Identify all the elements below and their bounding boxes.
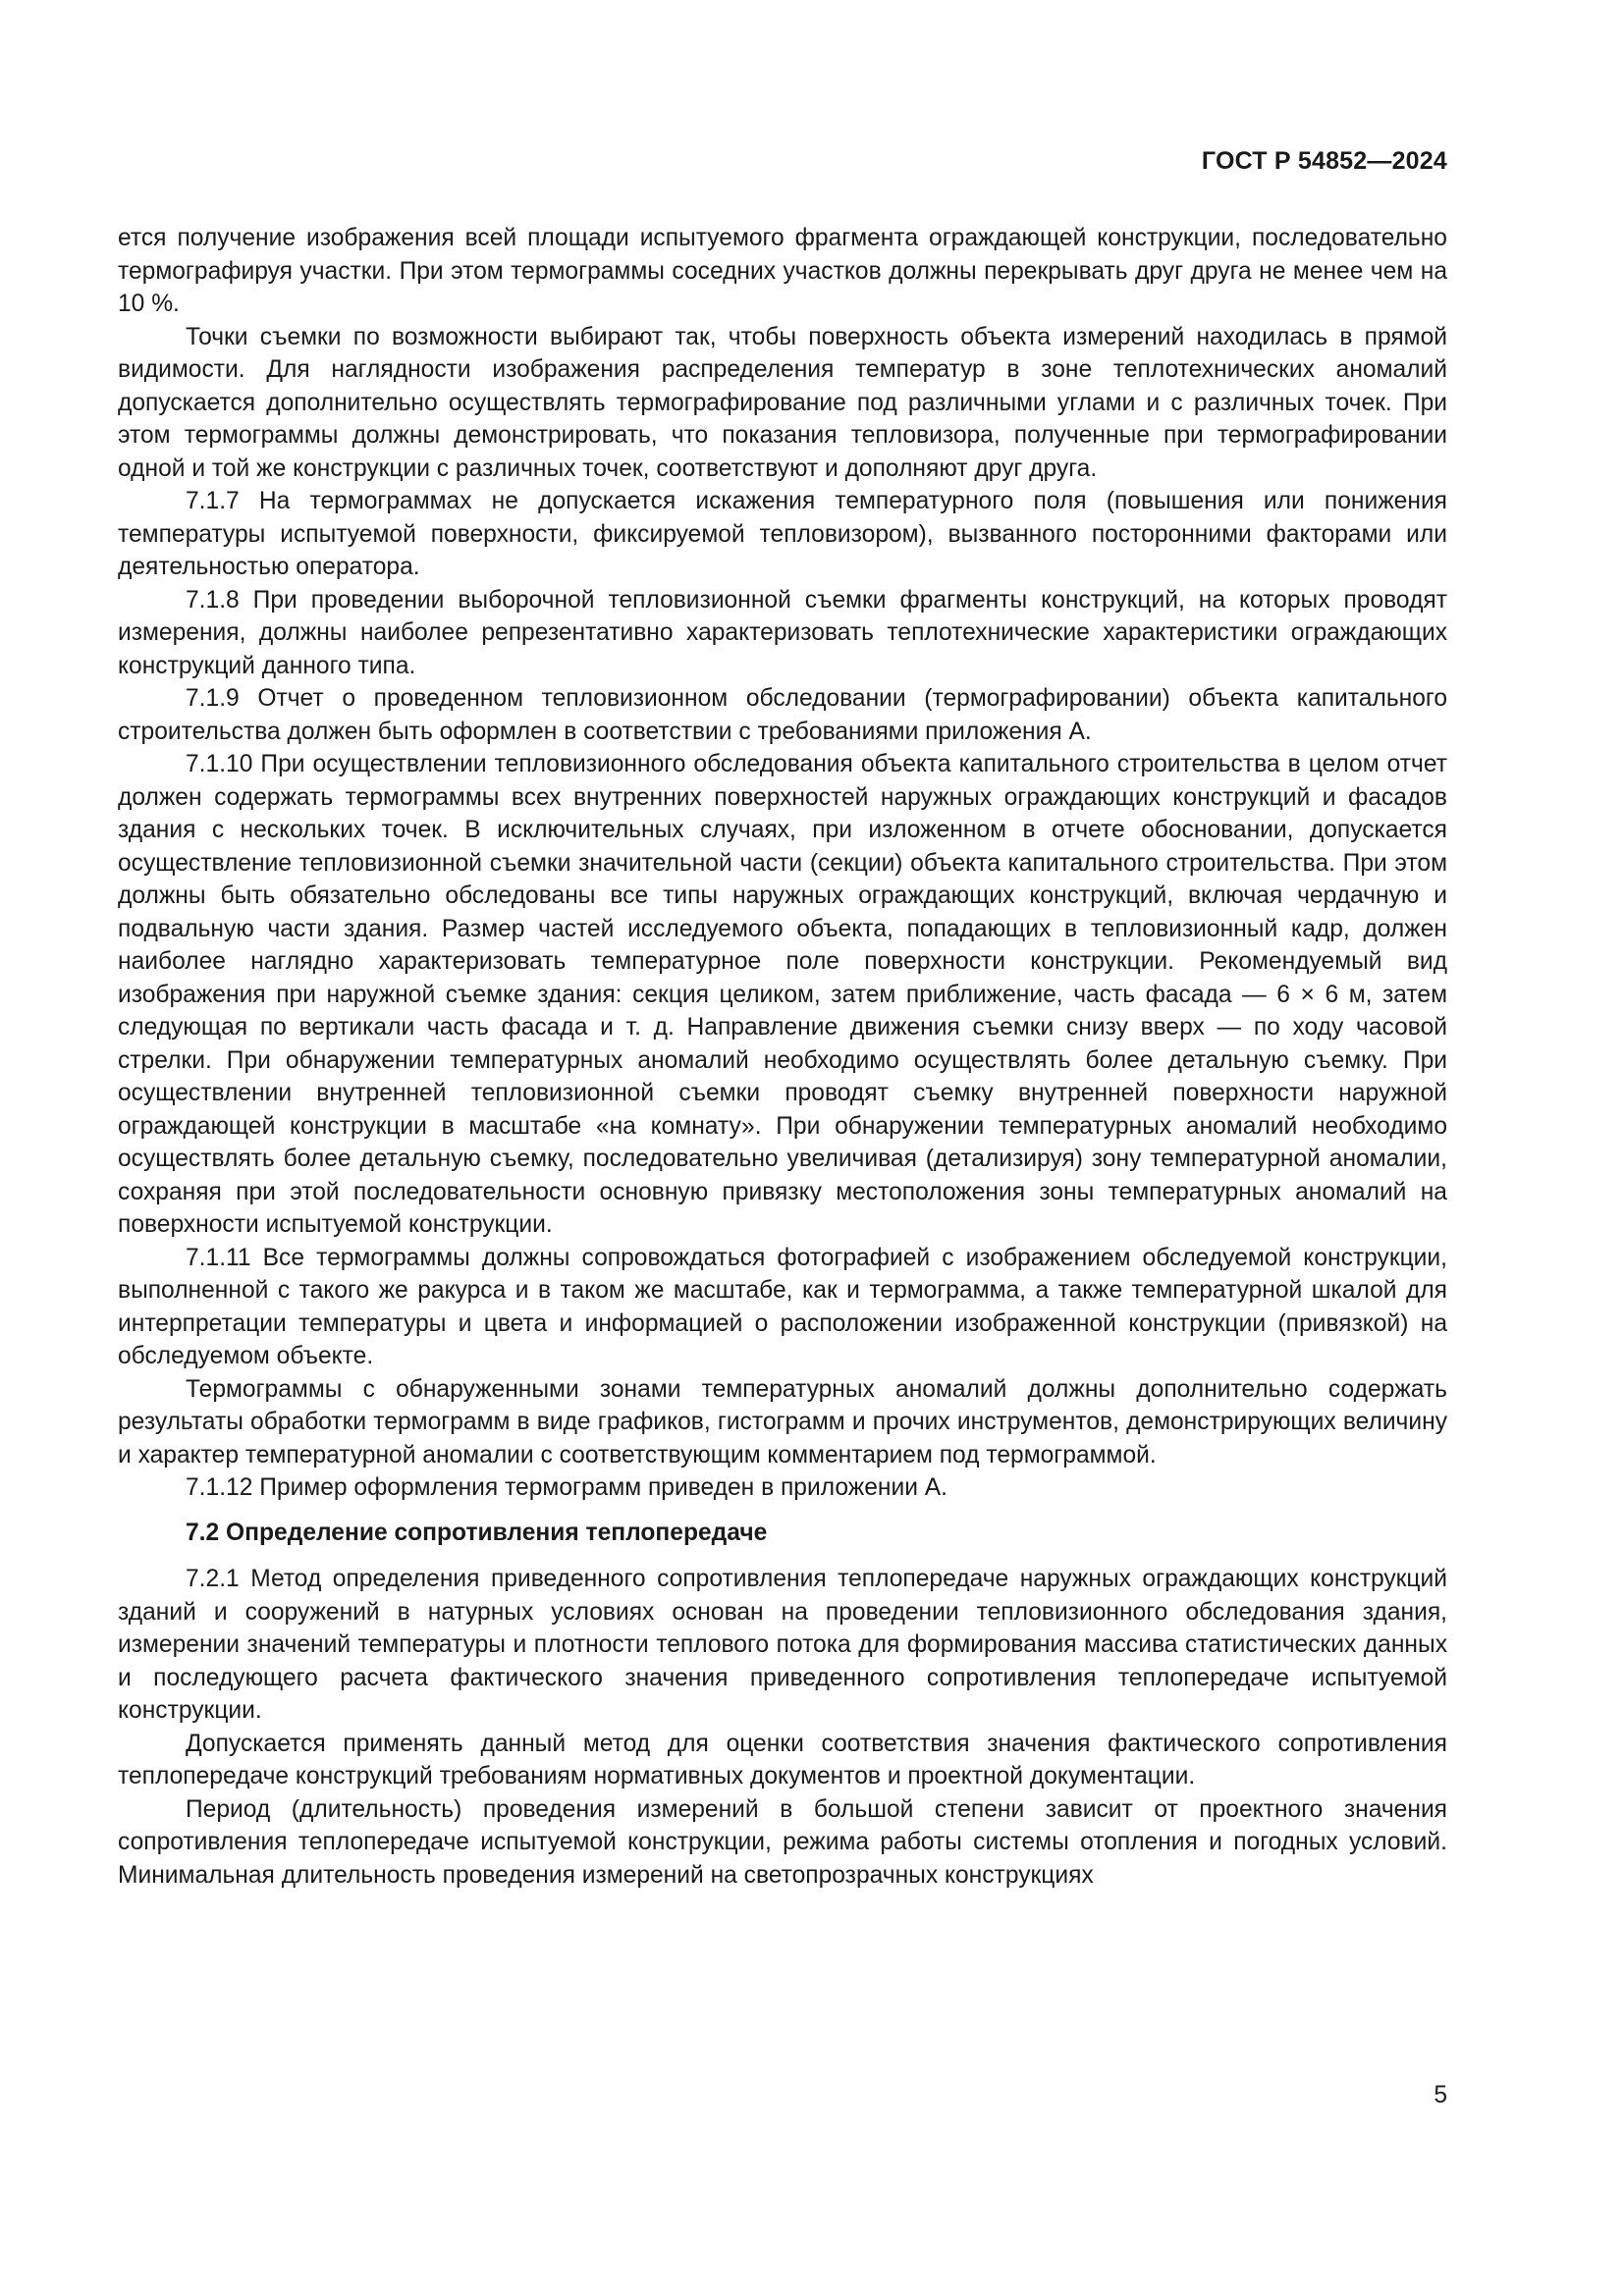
section-heading-7-2: 7.2 Определение сопротивления теплопередаче (186, 1519, 768, 1546)
document-id: ГОСТ Р 54852—2024 (1201, 147, 1447, 175)
paragraph-7-2-1: 7.2.1 Метод определения приведенного сопротивления теплопередаче наружных ограждающих конструкций зданий и сооружений в натурных условиях основан на проведении тепловизионного обследования здания, измерении значений температуры и плотности теплового потока для формирования массива статистических данных и последующего расчета фактического значения приведенного сопротивления теплопередаче испытуемой конструкции. (118, 1566, 1447, 1724)
paragraph-7-1-10: 7.1.10 При осуществлении тепловизионного обследования объекта капитального строительства в целом отчет должен содержать термограммы всех внутренних поверхностей наружных ограждающих конструкций и фасадов здания с нескольких точек. В исключительных случаях, при изложенном в отчете обосновании, допускается осуществление тепловизионной съемки значительной части (секции) объекта капитального строительства. При этом должны быть обязательно обследованы все типы наружных ограждающих конструкций, включая чердачную и подвальную части здания. Размер частей исследуемого объекта, попадающих в тепловизионный кадр, должен наиболее наглядно характеризовать температурное поле поверхности конструкции. Рекомендуемый вид изображения при наружной съемке здания: секция целиком, затем приближение, часть фасада — 6 × 6 м, затем следующая по вертикали часть фасада и т. д. Направление движения съемки снизу вверх — по ходу часовой стрелки. При обнаружении температурных аномалий необходимо осуществлять более детальную съемку. При осуществлении внутренней тепловизионной съемки проводят съемку внутренней поверхности наружной ограждающей конструкции в масштабе «на комнату». При обнаружении температурных аномалий необходимо осуществлять более детальную съемку, последовательно увеличивая (детализируя) зону температурной аномалии, сохраняя при этой последовательности основную привязку местоположения зоны температурных аномалий на поверхности испытуемой конструкции. (118, 751, 1447, 1238)
paragraph-7-1-7: 7.1.7 На термограммах не допускается искажения температурного поля (повышения или понижения температуры испытуемой поверхности, фиксируемой тепловизором), вызванного посторонними факторами или деятельностью оператора. (118, 488, 1447, 580)
paragraph-7-1-12: 7.1.12 Пример оформления термограмм приведен в приложении А. (186, 1474, 947, 1501)
paragraph-7-1-11: 7.1.11 Все термограммы должны сопровождаться фотографией с изображением обследуемой конструкции, выполненной с такого же ракурса и в таком же масштабе, как и термограмма, а также температурной шкалой для интерпретации температуры и цвета и информацией о расположении изображенной конструкции (привязкой) на обследуемом объекте. (118, 1244, 1447, 1369)
paragraph-7-1-9: 7.1.9 Отчет о проведенном тепловизионном обследовании (термографировании) объекта капитального строительства должен быть оформлен в соответствии с требованиями приложения А. (118, 685, 1447, 745)
paragraph: Период (длительность) проведения измерений в большой степени зависит от проектного значения сопротивления теплопередаче испытуемой конструкции, режима работы системы отопления и погодных условий. Минимальная длительность проведения измерений на светопрозрачных конструкциях (118, 1795, 1447, 1889)
paragraph: ется получение изображения всей площади испытуемого фрагмента ограждающей конструкции, последовательно термографируя участки. При этом термограммы соседних участков должны перекрывать друг друга не менее чем на 10 %. (118, 225, 1447, 317)
paragraph: Термограммы с обнаруженными зонами температурных аномалий должны дополнительно содержать результаты обработки термограмм в виде графиков, гистограмм и прочих инструментов, демонстрирующих величину и характер температурной аномалии с соответствующим комментарием под термограммой. (118, 1375, 1447, 1468)
paragraph-7-1-8: 7.1.8 При проведении выборочной тепловизионной съемки фрагменты конструкций, на которых проводят измерения, должны наиболее репрезентативно характеризовать теплотехнические характеристики ограждающих конструкций данного типа. (118, 586, 1447, 679)
document-body (118, 222, 1447, 1892)
paragraph: Точки съемки по возможности выбирают так, чтобы поверхность объекта измерений находилась в прямой видимости. Для наглядности изображения распределения температур в зоне теплотехнических аномалий допускается дополнительно осуществлять термографирование под различными углами и с различных точек. При этом термограммы должны демонстрировать, что показания тепловизора, полученные при термографировании одной и той же конструкции с различных точек, соответствуют и дополняют друг друга. (118, 323, 1447, 482)
page-number: 5 (1434, 2082, 1447, 2109)
paragraph: Допускается применять данный метод для оценки соответствия значения фактического сопротивления теплопередаче конструкций требованиям нормативных документов и проектной документации. (118, 1730, 1447, 1789)
